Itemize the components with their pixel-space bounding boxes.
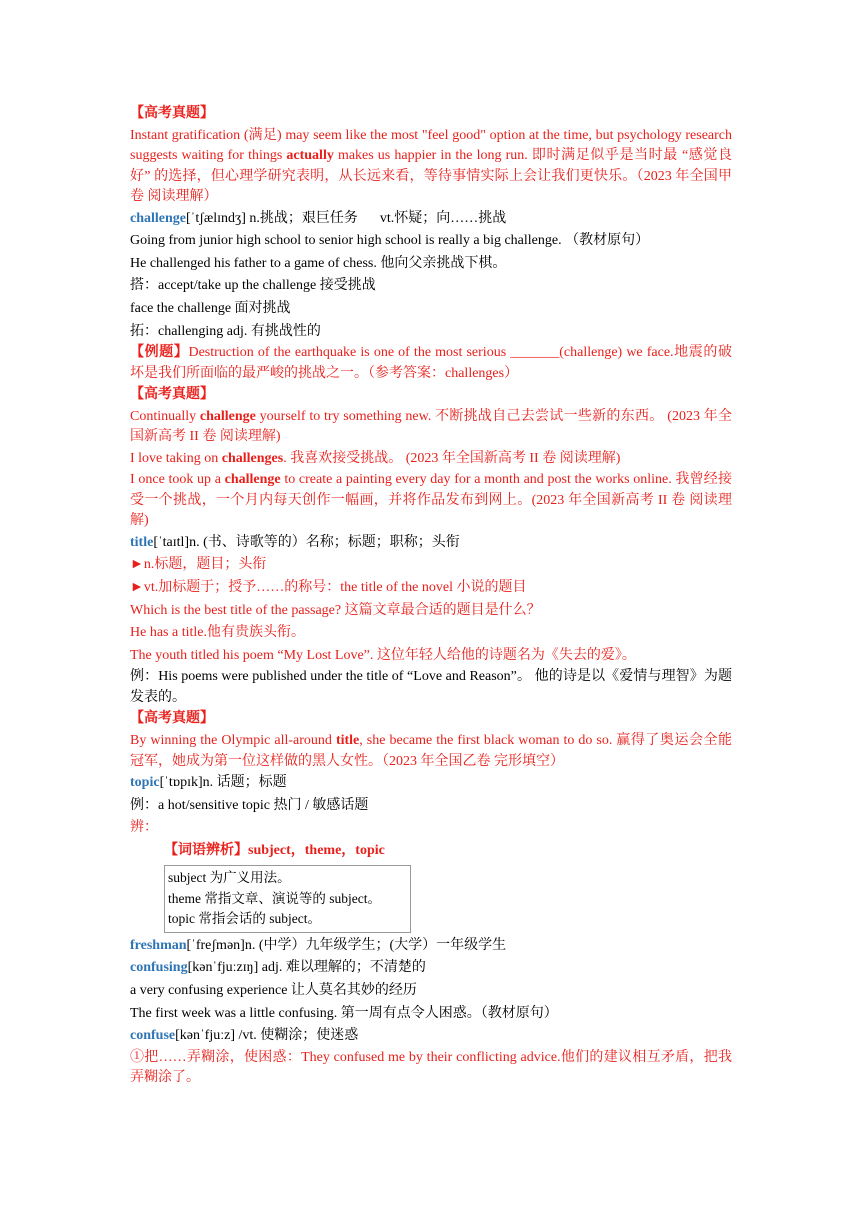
gaokao-heading-2: 【高考真题】 <box>130 387 214 403</box>
analysis-line-topic: topic 常指会话的 subject。 <box>168 911 321 927</box>
entry-confuse-headword: confuse[kənˈfjuːz] /vt. 使糊涂；使迷惑 <box>130 1028 359 1044</box>
word-analysis-heading: 【词语辨析】subject，theme，topic <box>164 842 385 858</box>
entry-topic-headword: topic[ˈtɒpɪk]n. 话题；标题 <box>130 775 287 790</box>
title-example-2: He has a title.他有贵族头衔。 <box>130 625 305 641</box>
title-example-4: 例：His poems were published under the title of “Love and Reason”。 他的诗是以《爱情与理智》为题发表的。 <box>130 669 732 705</box>
challenge-collocation-2: face the challenge 面对挑战 <box>130 300 291 316</box>
gaokao-heading-3: 【高考真题】 <box>130 711 214 727</box>
entry-freshman-headword: freshman[ˈfreʃmən]n. (中学）九年级学生；(大学）一年级学生 <box>130 937 507 953</box>
entry-title-headword: title[ˈtaɪtl]n. (书、诗歌等的）名称；标题；职称；头衔 <box>130 534 460 550</box>
topic-example: 例：a hot/sensitive topic 热门 / 敏感话题 <box>130 797 369 813</box>
challenge-gaokao-2: Continually challenge yourself to try something new. 不断挑战自己去尝试一些新的东西。 (2023 年全国新高考 II 卷 阅读理解) <box>130 408 732 445</box>
challenge-example-2: He challenged his father to a game of chess. 他向父亲挑战下棋。 <box>130 255 507 271</box>
challenge-collocation-1: 搭：accept/take up the challenge 接受挑战 <box>130 278 376 294</box>
challenge-gaokao-4: I once took up a challenge to create a painting every day for a month and post the works online. 我曾经接受一个挑战，一个月内每天创作一幅画，并将作品发布到网上。(2023 年全国新高考 II 卷 阅读理解) <box>130 472 732 529</box>
word-analysis-box <box>164 865 411 933</box>
challenge-extension: 拓：challenging adj. 有挑战性的 <box>130 323 321 339</box>
title-verb-sense: ►vt.加标题于；授予……的称号：the title of the novel 小说的题目 <box>130 580 527 596</box>
topic-distinguish-label: 辨： <box>130 820 158 836</box>
entry-challenge-headword: challenge[ˈtʃælɪndʒ] n.挑战；艰巨任务 vt.怀疑；向……挑战 <box>130 210 507 226</box>
title-noun-sense: ►n.标题，题目；头衔 <box>130 557 267 573</box>
title-example-1: Which is the best title of the passage? 这篇文章最合适的题目是什么？ <box>130 602 541 618</box>
document-page <box>130 103 732 1089</box>
confuse-sense-1: ①把……弄糊涂，使困惑：They confused me by their conflicting advice.他们的建议相互矛盾，把我弄糊涂了。 <box>130 1049 732 1086</box>
title-gaokao: By winning the Olympic all-around title, she became the first black woman to do so. 赢得了奥运会全能冠军，她成为第一位这样做的黑人女性。（2023 年全国乙卷 完形填空） <box>130 733 733 769</box>
challenge-gaokao-3: I love taking on challenges. 我喜欢接受挑战。 (2023 年全国新高考 II 卷 阅读理解) <box>130 450 621 466</box>
challenge-exercise: 【例题】Destruction of the earthquake is one of the most serious _______(challenge) we face.地震的破坏是我们所面临的最严峻的挑战之一。（参考答案：challenges） <box>130 345 733 381</box>
gaokao-example-1: Instant gratification (满足) may seem like the most "feel good" option at the time, but psychology research suggests waiting for things actually makes us happier in the long run. 即时满足似乎是当时最 “感觉良好” 的选择，但心理学研究表明，从长远来看，等待事情实际上会让我们更快乐。（2023 年全国甲卷 阅读理解） <box>130 127 732 205</box>
gaokao-heading: 【高考真题】 <box>130 106 214 121</box>
confusing-example-2: The first week was a little confusing. 第一周有点令人困惑。（教材原句） <box>130 1005 558 1021</box>
title-example-3: The youth titled his poem “My Lost Love”. 这位年轻人给他的诗题名为《失去的爱》。 <box>130 647 636 663</box>
challenge-example-1: Going from junior high school to senior high school is really a big challenge. （教材原句） <box>130 233 650 249</box>
entry-confusing-headword: confusing[kənˈfjuːzɪŋ] adj. 难以理解的；不清楚的 <box>130 960 426 976</box>
confusing-example-1: a very confusing experience 让人莫名其妙的经历 <box>130 983 417 999</box>
analysis-line-theme: theme 常指文章、演说等的 subject。 <box>168 890 381 906</box>
analysis-line-subject: subject 为广义用法。 <box>168 870 291 886</box>
